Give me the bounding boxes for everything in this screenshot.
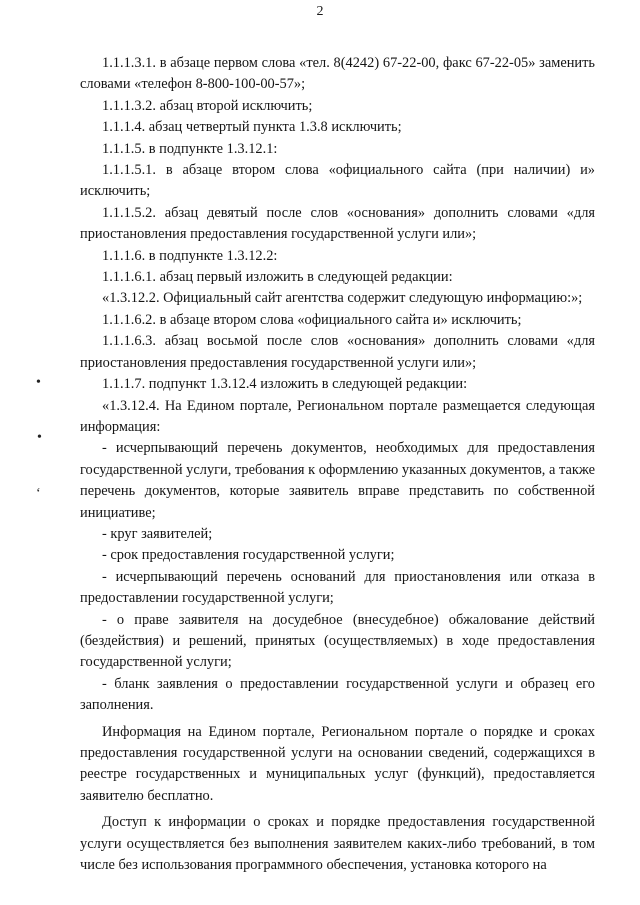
paragraph: 1.1.1.6.1. абзац первый изложить в следующей редакции:: [102, 269, 453, 286]
paragraph: 1.1.1.5.2. абзац девятый после слов «основания» дополнить словами «для приостановления предоставления государственной услуги или»;: [80, 204, 595, 243]
list-item: - бланк заявления о предоставлении государственной услуги и образец его заполнения.: [80, 675, 595, 714]
paragraph: 1.1.1.5. в подпункте 1.3.12.1:: [102, 140, 278, 157]
document-body: [80, 53, 595, 876]
margin-mark: •: [37, 430, 42, 445]
list-item: - круг заявителей;: [102, 525, 213, 542]
paragraph: 1.1.1.6.3. абзац восьмой после слов «основания» дополнить словами «для приостановления предоставления государственной услуги или»;: [80, 333, 595, 371]
paragraph: 1.1.1.3.2. абзац второй исключить;: [102, 97, 313, 114]
page-number: 2: [316, 4, 324, 19]
list-item: - исчерпывающий перечень документов, необходимых для предоставления государственной услуги, требования к оформлению указанных документов, а также перечень документов, которые заявитель вправе представить по собственной инициативе;: [80, 440, 595, 521]
paragraph: 1.1.1.3.1. в абзаце первом слова «тел. 8(4242) 67-22-00, факс 67-22-05» заменить словами «телефон 8-800-100-00-57»;: [80, 55, 595, 93]
paragraph: Доступ к информации о сроках и порядке предоставления государственной услуги осуществляется без выполнения заявителем каких-либо требований, в том числе без использования программного обеспечения, установка которого на: [80, 814, 595, 874]
paragraph: 1.1.1.7. подпункт 1.3.12.4 изложить в следующей редакции:: [102, 376, 468, 393]
paragraph: «1.3.12.4. На Едином портале, Региональном портале размещается следующая информация:: [80, 397, 595, 435]
paragraph: Информация на Едином портале, Региональном портале о порядке и сроках предоставления государственной услуги на основании сведений, содержащихся в реестре государственных и муниципальных услуг (функций), предоставляется заявителю бесплатно.: [80, 723, 595, 804]
paragraph: 1.1.1.4. абзац четвертый пункта 1.3.8 исключить;: [102, 119, 402, 136]
paragraph: 1.1.1.6.2. в абзаце втором слова «официального сайта и» исключить;: [102, 311, 522, 328]
list-item: - срок предоставления государственной услуги;: [102, 547, 395, 564]
margin-mark: •: [36, 375, 41, 390]
margin-mark: ʻ: [36, 486, 41, 501]
list-item: - исчерпывающий перечень оснований для приостановления или отказа в предоставлении государственной услуги;: [80, 568, 595, 607]
list-item: - о праве заявителя на досудебное (внесудебное) обжалование действий (бездействия) и решений, принятых (осуществляемых) в ходе предоставления государственной услуги;: [80, 611, 595, 671]
paragraph: 1.1.1.6. в подпункте 1.3.12.2:: [102, 247, 278, 264]
paragraph: 1.1.1.5.1. в абзаце втором слова «официального сайта (при наличии) и» исключить;: [80, 162, 595, 200]
paragraph: «1.3.12.2. Официальный сайт агентства содержит следующую информацию:»;: [102, 290, 583, 307]
